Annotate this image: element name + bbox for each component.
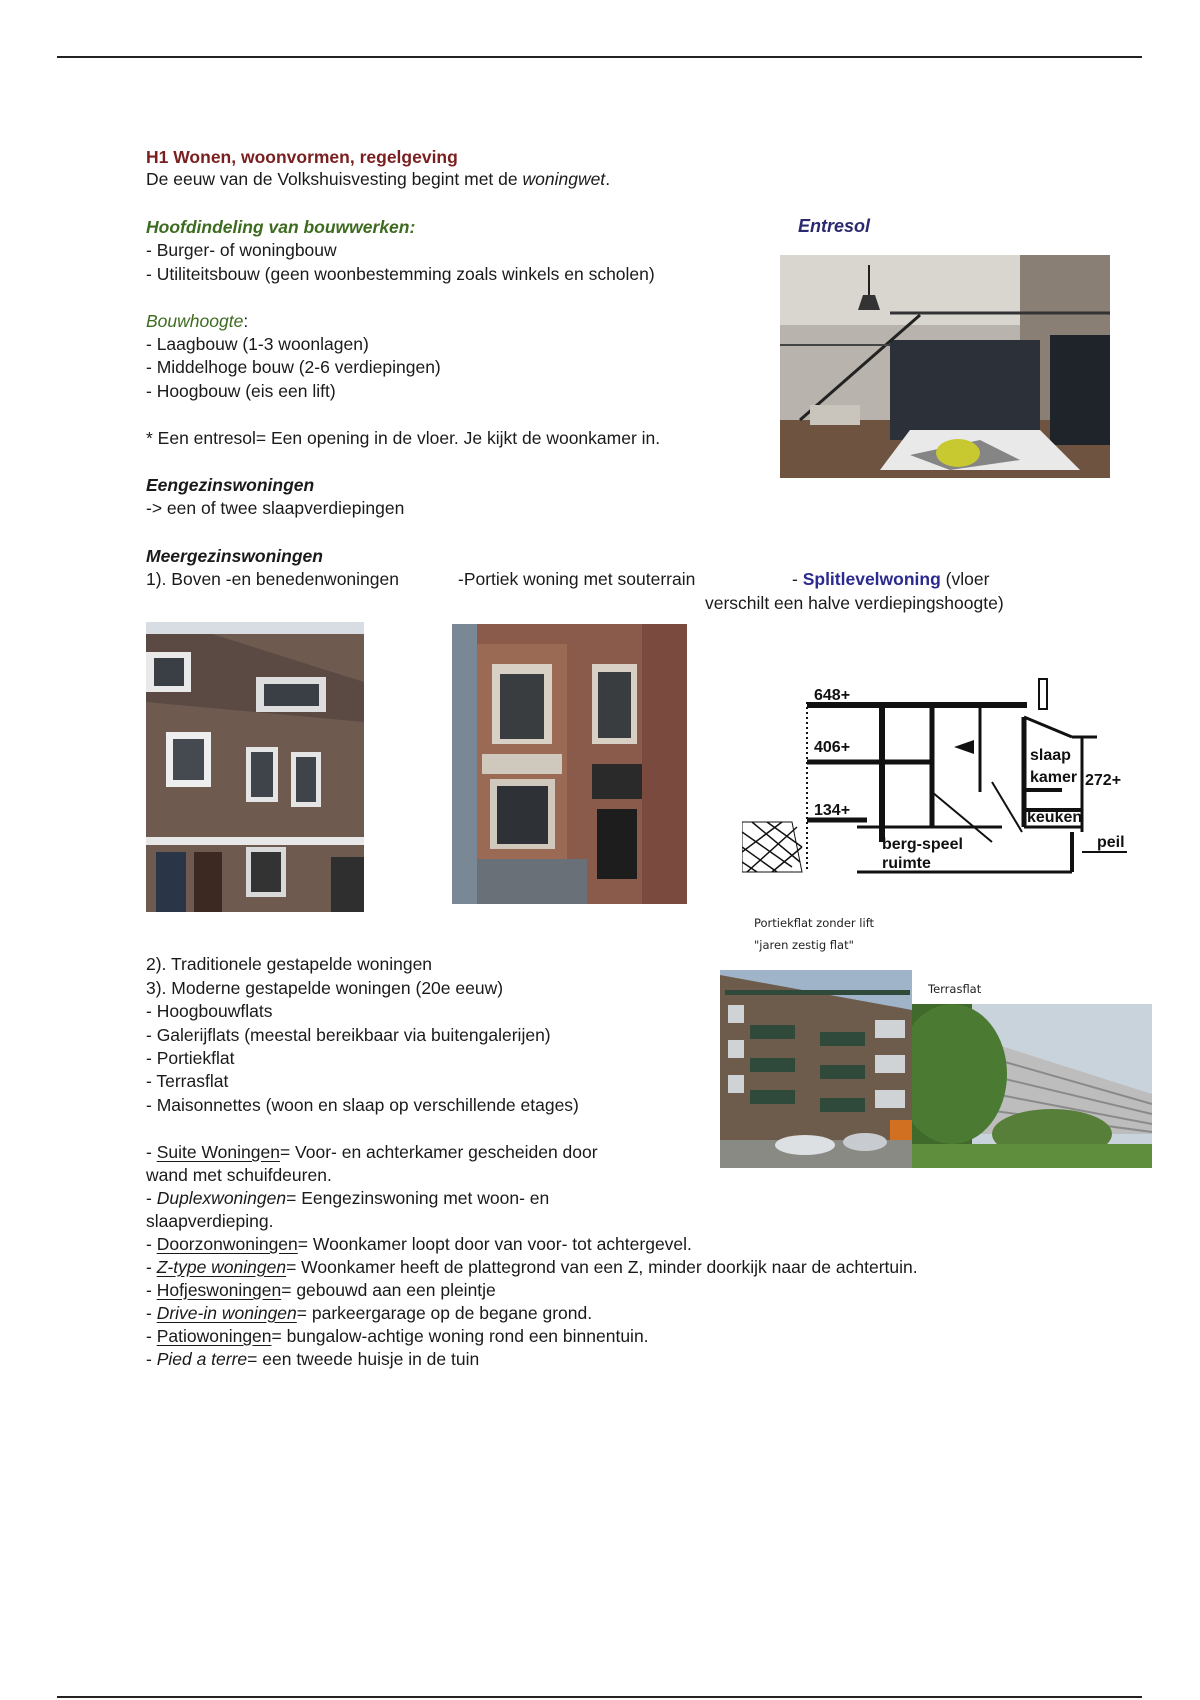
gestapeld-item: - Maisonnettes (woon en slaap op verschillende etages) xyxy=(146,1095,579,1115)
eengezins-text: -> een of twee slaapverdiepingen xyxy=(146,498,405,518)
type-prefix: - xyxy=(146,1257,157,1277)
gestapeld-item: - Galerijflats (meestal bereikbaar via buitengalerijen) xyxy=(146,1025,551,1045)
bouwhoogte-item: - Hoogbouw (eis een lift) xyxy=(146,381,336,401)
diagram-label-berg-speel: berg-speel xyxy=(882,836,963,853)
diagram-label-134: 134+ xyxy=(814,802,851,819)
gestapeld-item: - Portiekflat xyxy=(146,1048,235,1068)
type-term: Drive-in woningen xyxy=(156,1303,297,1323)
type-doorzon xyxy=(146,1233,692,1257)
entresol-photo xyxy=(780,255,1110,478)
bouwhoogte-colon: : xyxy=(243,311,249,331)
type-duplex xyxy=(146,1187,549,1211)
splitlevel-diagram xyxy=(742,672,1142,880)
type-term: Doorzonwoningen xyxy=(156,1234,298,1254)
meergezins-title: Meergezinswoningen xyxy=(146,546,323,566)
terrasflat-photo xyxy=(912,1004,1152,1168)
type-term: Pied a terre xyxy=(156,1349,248,1369)
intro-post: . xyxy=(605,169,611,189)
diagram-label-272: 272+ xyxy=(1085,772,1122,789)
type-pied-a-terre xyxy=(146,1348,479,1372)
boven-beneden-photo xyxy=(146,622,364,912)
type-prefix: - xyxy=(146,1280,157,1300)
type-term: Hofjeswoningen xyxy=(156,1280,282,1300)
type-prefix: - xyxy=(146,1326,157,1346)
type-drive-in xyxy=(146,1302,592,1326)
split-prefix: - xyxy=(792,569,803,589)
type-prefix: - xyxy=(146,1188,157,1208)
type-def: = Voor- en achterkamer gescheiden door xyxy=(279,1142,598,1162)
diagram-label-peil: peil xyxy=(1097,834,1125,851)
type-z xyxy=(146,1256,918,1280)
type-def: = Eengezinswoning met woon- en xyxy=(286,1188,550,1208)
bottom-rule xyxy=(57,1696,1142,1698)
bouwhoogte-item: - Middelhoge bouw (2-6 verdiepingen) xyxy=(146,357,441,377)
meergezins-item-portiek: -Portiek woning met souterrain xyxy=(458,569,696,589)
split-text-1: (vloer xyxy=(940,569,990,589)
gestapeld-item: - Terrasflat xyxy=(146,1071,229,1091)
top-rule xyxy=(57,56,1142,58)
type-def: = gebouwd aan een pleintje xyxy=(281,1280,496,1300)
diagram-label-ruimte: ruimte xyxy=(882,855,931,872)
caption-terrasflat: Terrasflat xyxy=(928,982,982,996)
type-suite xyxy=(146,1141,598,1165)
hoofdindeling-item: - Burger- of woningbouw xyxy=(146,240,337,260)
entresol-title: Entresol xyxy=(798,216,871,236)
type-def: = Woonkamer heeft de plattegrond van een Z, minder doorkijk naar de achtertuin. xyxy=(286,1257,918,1277)
gestapeld-item: - Hoogbouwflats xyxy=(146,1001,273,1021)
intro-pre: De eeuw van de Volkshuisvesting begint met de xyxy=(146,169,523,189)
type-def: = een tweede huisje in de tuin xyxy=(247,1349,480,1369)
split-title: Splitlevelwoning xyxy=(802,569,941,589)
type-term: Suite Woningen xyxy=(156,1142,280,1162)
intro-emphasis: woningwet xyxy=(522,169,606,189)
type-def: = Woonkamer loopt door van voor- tot achtergevel. xyxy=(297,1234,692,1254)
type-prefix: - xyxy=(146,1303,157,1323)
eengezins-title: Eengezinswoningen xyxy=(146,475,315,495)
type-hofjes xyxy=(146,1279,496,1303)
meergezins-item-1: 1). Boven -en benedenwoningen xyxy=(146,569,399,589)
type-term: Patiowoningen xyxy=(156,1326,272,1346)
type-suite-cont: wand met schuifdeuren. xyxy=(146,1165,332,1185)
caption-portiekflat: Portiekflat zonder lift xyxy=(754,916,875,930)
bouwhoogte-label: Bouwhoogte xyxy=(146,311,244,331)
type-prefix: - xyxy=(146,1349,157,1369)
type-prefix: - xyxy=(146,1234,157,1254)
diagram-label-648: 648+ xyxy=(814,687,851,704)
type-def: = bungalow-achtige woning rond een binnentuin. xyxy=(271,1326,649,1346)
portiek-woning-photo xyxy=(452,624,687,904)
type-prefix: - xyxy=(146,1142,157,1162)
type-term: Duplexwoningen xyxy=(156,1188,287,1208)
intro-text xyxy=(146,168,610,192)
type-patio xyxy=(146,1325,649,1349)
page-title: H1 Wonen, woonvormen, regelgeving xyxy=(146,147,458,167)
diagram-label-406: 406+ xyxy=(814,739,851,756)
caption-jaren-zestig: "jaren zestig flat" xyxy=(754,938,854,952)
type-duplex-cont: slaapverdieping. xyxy=(146,1211,274,1231)
type-term: Z-type woningen xyxy=(156,1257,287,1277)
type-def: = parkeergarage op de begane grond. xyxy=(296,1303,593,1323)
diagram-label-kamer: kamer xyxy=(1030,769,1078,786)
splitlevel-line-2: verschilt een halve verdiepingshoogte) xyxy=(705,593,1004,613)
gestapeld-item: 3). Moderne gestapelde woningen (20e eeuw) xyxy=(146,978,504,998)
hoofdindeling-title: Hoofdindeling van bouwwerken: xyxy=(146,217,416,237)
diagram-label-slaap: slaap xyxy=(1030,747,1071,764)
bouwhoogte-item: - Laagbouw (1-3 woonlagen) xyxy=(146,334,369,354)
splitlevel-line xyxy=(792,568,989,592)
entresol-note: * Een entresol= Een opening in de vloer. Je kijkt de woonkamer in. xyxy=(146,428,661,448)
gestapeld-item: 2). Traditionele gestapelde woningen xyxy=(146,954,433,974)
bouwhoogte-title xyxy=(146,310,248,334)
portiekflat-photo xyxy=(720,970,912,1168)
hoofdindeling-item: - Utiliteitsbouw (geen woonbestemming zoals winkels en scholen) xyxy=(146,264,655,284)
diagram-label-keuken: keuken xyxy=(1027,809,1083,826)
